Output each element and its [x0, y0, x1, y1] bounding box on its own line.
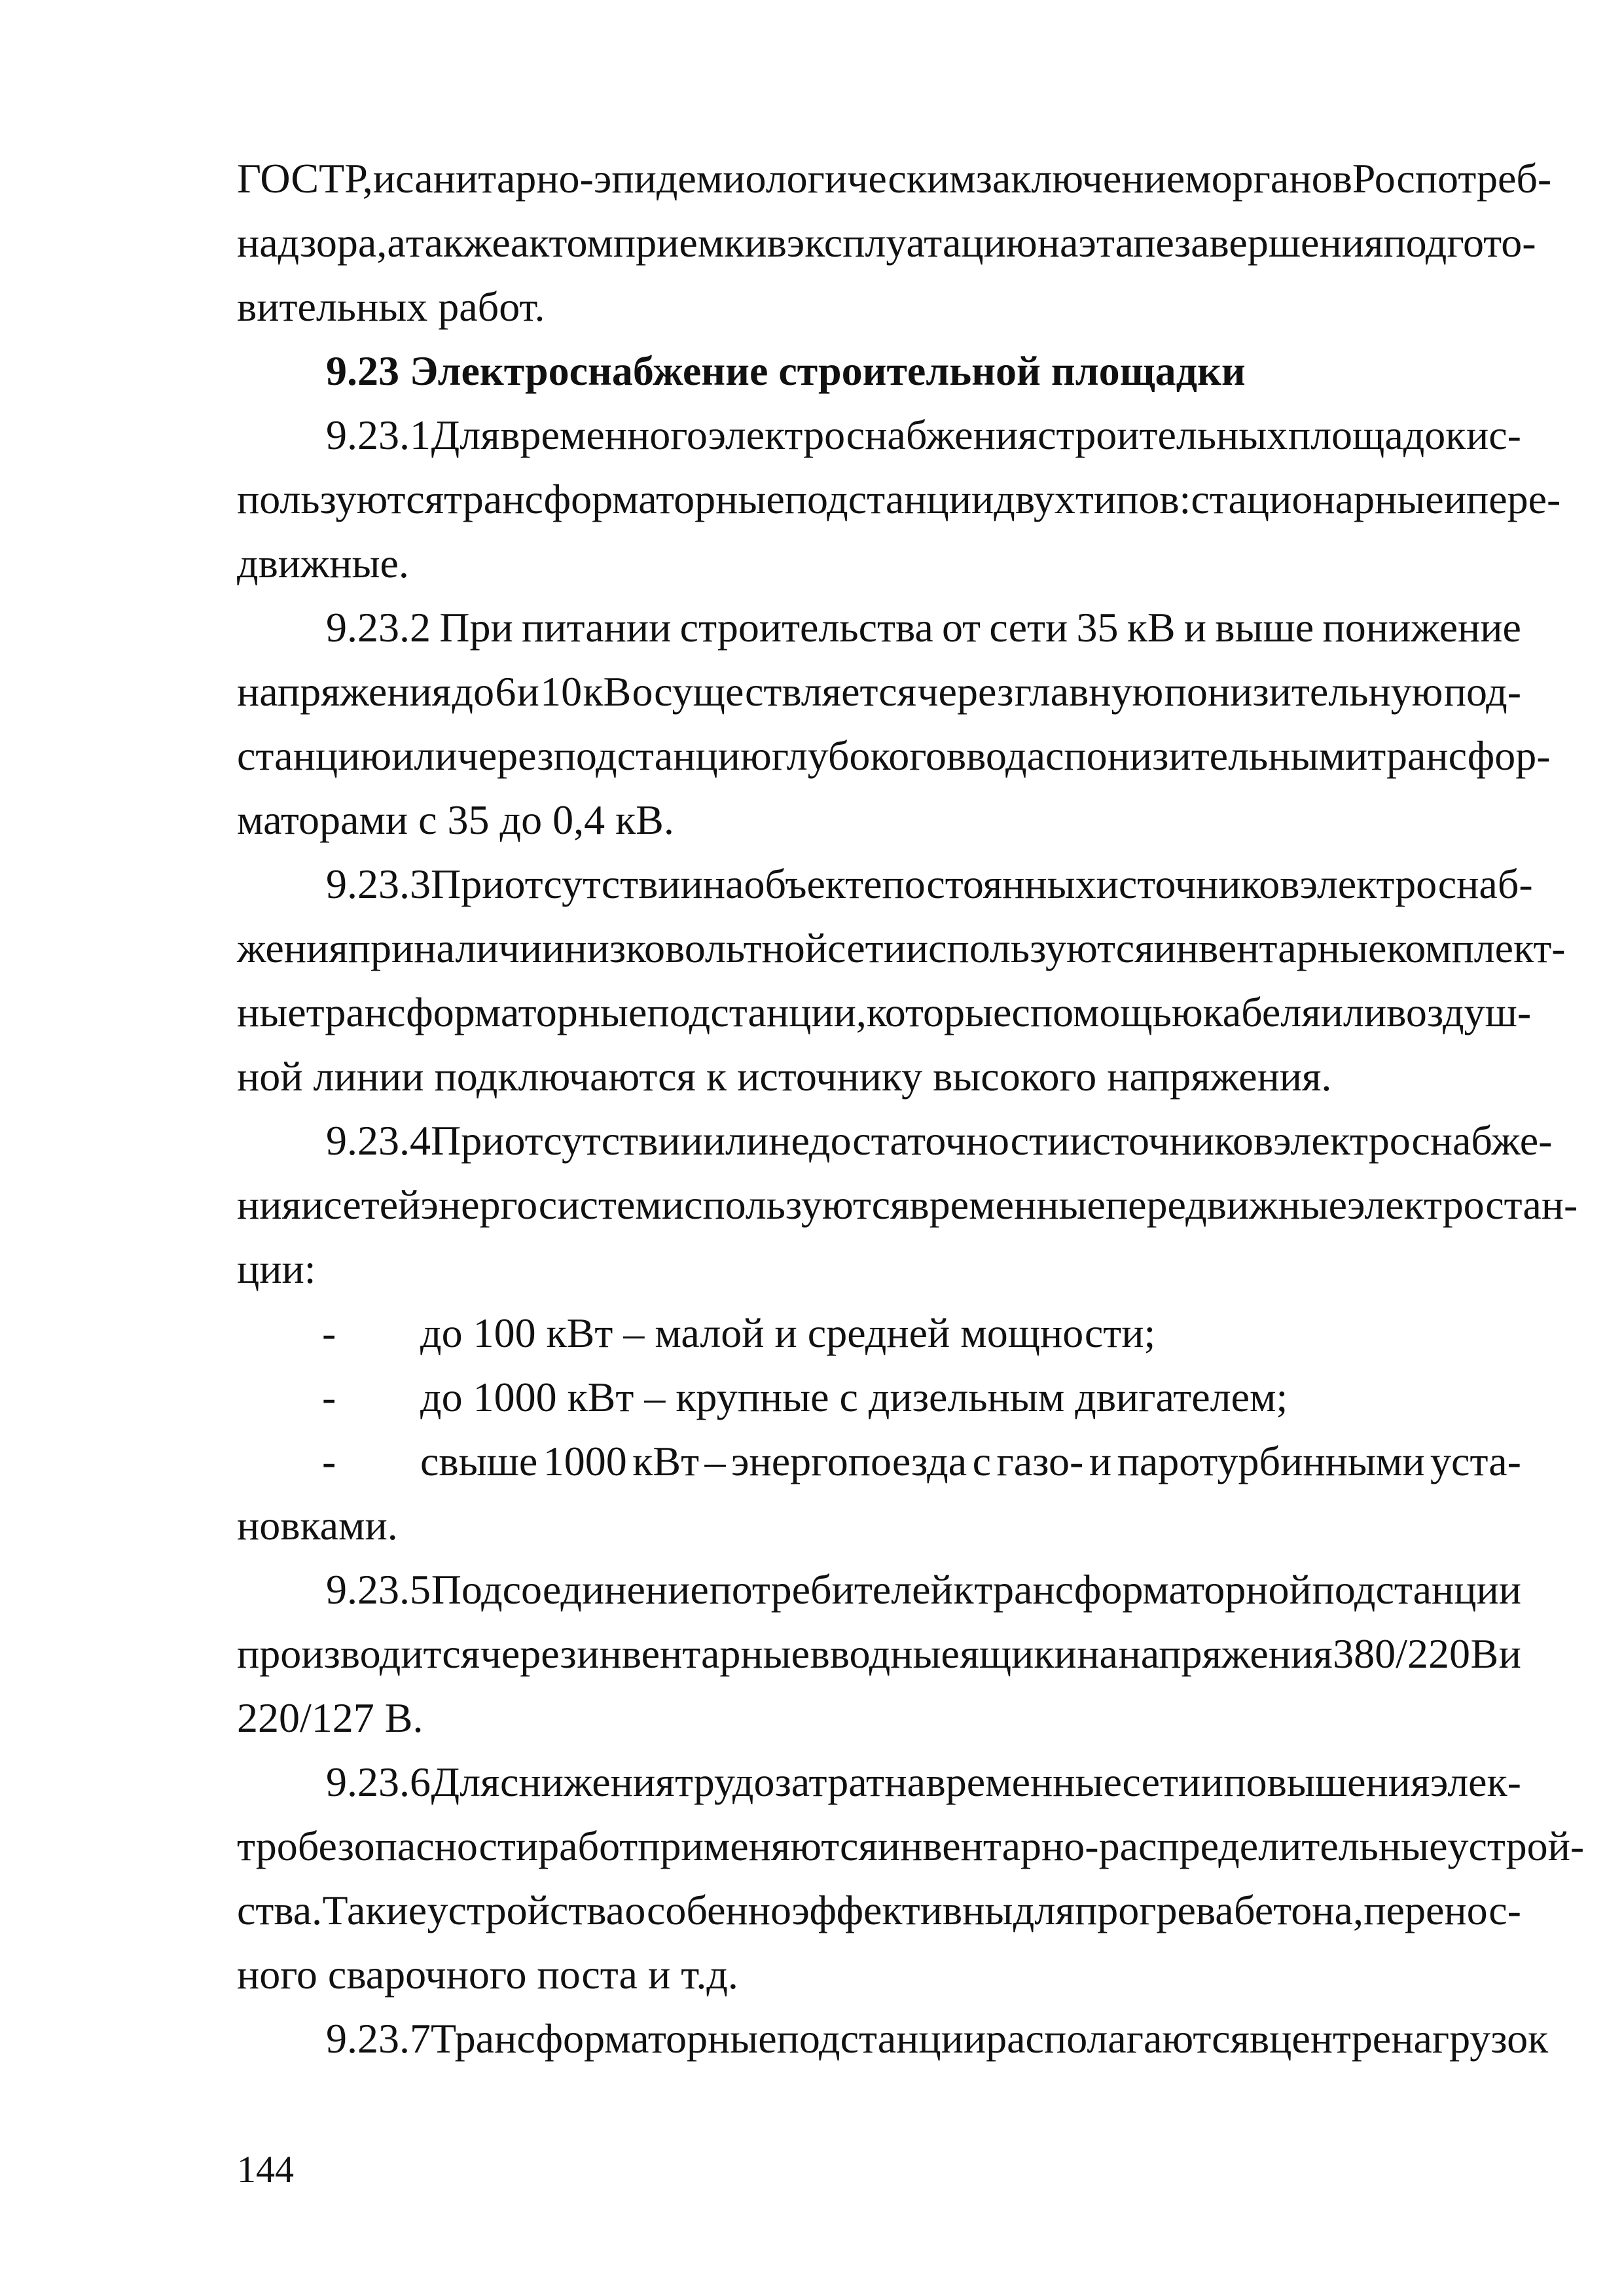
paragraph-9-23-4 [237, 1109, 1578, 1301]
text-line [237, 1878, 1521, 1943]
word: эффективны [791, 1887, 1013, 1933]
word: органов [1211, 155, 1352, 202]
text-line [237, 916, 1566, 980]
word: при [348, 925, 414, 971]
word: сети [827, 925, 906, 971]
word: стационарные [1191, 476, 1444, 522]
word: которые [866, 989, 1012, 1035]
word: с [972, 1438, 991, 1484]
word: этапе [1078, 219, 1174, 266]
word: от [942, 604, 981, 651]
word: под- [1443, 668, 1521, 715]
word: временные [909, 1181, 1106, 1228]
paragraph-9-23-3 [237, 852, 1566, 1109]
word: трансформаторные [306, 989, 647, 1035]
text-line [237, 660, 1521, 724]
list-item-text [420, 1429, 1521, 1494]
text-line [237, 1558, 1521, 1622]
word: или [1320, 989, 1387, 1035]
word: ввода [946, 732, 1045, 779]
word: газо- [996, 1438, 1084, 1484]
word: постоянных [882, 861, 1096, 907]
word: снижения [499, 1759, 675, 1805]
word: инвентарные [577, 1630, 810, 1677]
word: 9.23.7 [326, 2015, 431, 2062]
word: трансформаторные [444, 476, 785, 522]
word: и [372, 155, 396, 202]
text-line [237, 403, 1521, 467]
word: нагрузок [1391, 2015, 1549, 2062]
word: станцию [237, 732, 392, 779]
paragraph-9-23-7 [237, 2007, 1549, 2071]
word: через [480, 1630, 577, 1677]
word: электроснабжения [708, 412, 1038, 458]
word: 9.23.6 [326, 1759, 431, 1805]
text-line [237, 852, 1533, 916]
word: к [953, 1566, 974, 1613]
word: 9.23.3 [326, 861, 431, 907]
word: ния [237, 1181, 301, 1228]
word: и [1200, 1759, 1223, 1805]
word: наличии [414, 925, 565, 971]
word: пользуются [237, 476, 444, 522]
word: строительства [679, 604, 933, 651]
word: ис- [1466, 412, 1521, 458]
word: объекте [744, 861, 882, 907]
word: электроснабже- [1273, 1117, 1553, 1164]
word: 6 [495, 668, 516, 715]
word: глубокого [771, 732, 947, 779]
text-line [237, 2007, 1549, 2071]
word: понижение [1322, 604, 1521, 651]
word: 9.23.2 [326, 604, 431, 651]
text-line: ной линии подключаются к источнику высокого напряжения. [237, 1053, 1332, 1100]
word: бетона, [1234, 1887, 1363, 1933]
word: тробезопасности [237, 1823, 539, 1869]
word: осуществляется [632, 668, 917, 715]
word: выше [1215, 604, 1314, 651]
word: ные [237, 989, 306, 1035]
word: инвентарно-распределительные [877, 1823, 1448, 1869]
word: двух [994, 476, 1075, 522]
word: При [439, 604, 513, 651]
word: прогрева [1075, 1887, 1234, 1933]
word: пере- [1466, 476, 1561, 522]
word: воздуш- [1386, 989, 1532, 1035]
word: кВт [632, 1438, 700, 1484]
word: на [1037, 219, 1079, 266]
word: свыше [420, 1438, 538, 1484]
word: 9.23.5 [326, 1566, 431, 1613]
word: на [884, 1759, 926, 1805]
word: ящики [960, 1630, 1077, 1677]
word: сети [1122, 1759, 1201, 1805]
word: 35 [1076, 604, 1119, 651]
text-line [237, 980, 1532, 1045]
word: перенос- [1363, 1887, 1521, 1933]
word: устройства [427, 1887, 625, 1933]
word: в [767, 219, 787, 266]
bullet-list [237, 1301, 1521, 1558]
text-line: ного сварочного поста и т.д. [237, 1951, 738, 1998]
word: электроснаб- [1299, 861, 1533, 907]
text-line [237, 596, 1521, 660]
word: Такие [322, 1887, 427, 1933]
text-line [237, 1750, 1521, 1814]
word: актом [510, 219, 613, 266]
word: подстанции [776, 2015, 986, 2062]
word: строительных [1038, 412, 1288, 458]
word: В [1470, 1630, 1499, 1677]
word: с [1045, 732, 1064, 779]
word: надзора, [237, 219, 388, 266]
word: центре [1269, 2015, 1392, 2062]
word: 9.23.4 [326, 1117, 431, 1164]
word: производится [237, 1630, 480, 1677]
list-item [237, 1365, 1521, 1429]
word: сети [989, 604, 1068, 651]
word: или [702, 1117, 769, 1164]
word: помощью [1030, 989, 1203, 1035]
word: с [1011, 989, 1030, 1035]
text-line: маторами с 35 до 0,4 кВ. [237, 797, 674, 843]
text-line: 220/127 В. [237, 1695, 424, 1741]
document-page [237, 147, 1585, 2071]
word: отсутствии [504, 861, 703, 907]
word: используются [661, 1181, 910, 1228]
word: заключением [975, 155, 1212, 202]
word: эксплуатацию [786, 219, 1038, 266]
page-number: 144 [237, 2148, 294, 2191]
word: жения [237, 925, 348, 971]
word: энергопоезда [731, 1438, 967, 1484]
word: сетей [323, 1181, 421, 1228]
word: трансфор- [1367, 732, 1551, 779]
word: для [1013, 1887, 1075, 1933]
word: недостаточности [768, 1117, 1070, 1164]
text-line [237, 467, 1561, 531]
word: энергосистем [420, 1181, 662, 1228]
word: или [391, 732, 458, 779]
list-item-text: до 1000 кВт – крупные с дизельным двигателем; [420, 1374, 1288, 1420]
text-line: вительных работ. [237, 283, 545, 330]
word: Трансформаторные [431, 2015, 777, 2062]
word: и [1498, 1630, 1521, 1677]
word: напряжения [237, 668, 452, 715]
dash-marker: - [322, 1438, 336, 1484]
word: подстанции [1312, 1566, 1521, 1613]
text-line [237, 1622, 1521, 1686]
word: используются [905, 925, 1154, 971]
word: подстанции [784, 476, 994, 522]
word: и [300, 1181, 324, 1228]
word: применяются [638, 1823, 878, 1869]
word: Подсоединение [431, 1566, 709, 1613]
word: устрой- [1447, 1823, 1585, 1869]
paragraph-9-23-6 [237, 1750, 1585, 2007]
word: кабеля [1202, 989, 1321, 1035]
word: через [457, 732, 554, 779]
word: работ [538, 1823, 638, 1869]
text-line [237, 211, 1536, 275]
word: кВ [1127, 604, 1176, 651]
word: вводные [810, 1630, 960, 1677]
list-item [237, 1301, 1521, 1365]
word: на [702, 861, 744, 907]
word: 1000 [543, 1438, 627, 1484]
dash-marker: - [322, 1374, 336, 1420]
list-item-text: до 100 кВт – малой и средней мощности; [420, 1310, 1156, 1356]
word: Р, [344, 155, 373, 202]
paragraph-intro [237, 147, 1552, 339]
word: через [917, 668, 1014, 715]
word: потребителей [709, 1566, 953, 1613]
word: подстанции, [647, 989, 867, 1035]
word: подстанцию [553, 732, 772, 779]
word: передвижные [1105, 1181, 1347, 1228]
word: 9.23.1 [326, 412, 431, 458]
word: источников [1096, 861, 1300, 907]
word: подгото- [1383, 219, 1536, 266]
list-item [237, 1429, 1521, 1494]
text-line [237, 724, 1551, 788]
word: временного [500, 412, 708, 458]
dash-marker: - [322, 1310, 336, 1356]
paragraph-9-23-5 [237, 1558, 1521, 1750]
word: понизительными [1064, 732, 1368, 779]
word: электростан- [1346, 1181, 1578, 1228]
word: инвентарные [1153, 925, 1387, 971]
word: источников [1070, 1117, 1274, 1164]
word: элек- [1430, 1759, 1521, 1805]
word: Для [431, 412, 500, 458]
word: временные [926, 1759, 1122, 1805]
word: также [405, 219, 511, 266]
text-line: движные. [237, 540, 409, 586]
word: завершения [1174, 219, 1384, 266]
list-item-continuation: новками. [237, 1502, 398, 1549]
word: трансформаторной [974, 1566, 1312, 1613]
word: и [1089, 1438, 1112, 1484]
word: ства. [237, 1887, 323, 1933]
word: ГОСТ [237, 155, 345, 202]
paragraph-9-23-1 [237, 403, 1561, 596]
word: типов: [1075, 476, 1191, 522]
text-line [237, 147, 1552, 211]
word: комплект- [1386, 925, 1566, 971]
word: питании [522, 604, 672, 651]
word: Для [431, 1759, 500, 1805]
text-line [237, 1814, 1585, 1878]
word: При [431, 1117, 505, 1164]
text-line: ции: [237, 1246, 316, 1292]
word: и [516, 668, 539, 715]
word: на [1077, 1630, 1118, 1677]
word: – [704, 1438, 726, 1484]
word: и [1183, 604, 1207, 651]
word: напряжения [1118, 1630, 1333, 1677]
word: особенно [624, 1887, 792, 1933]
word: повышения [1223, 1759, 1430, 1805]
text-line [237, 1109, 1553, 1173]
section-heading: 9.23 Электроснабжение строительной площадки [326, 348, 1246, 394]
word: располагаются [986, 2015, 1250, 2062]
word: главную [1014, 668, 1164, 715]
paragraph-9-23-2 [237, 596, 1551, 852]
word: в [1249, 2015, 1270, 2062]
word: санитарно-эпидемиологическим [395, 155, 976, 202]
word: 380/220 [1333, 1630, 1470, 1677]
word: площадок [1288, 412, 1466, 458]
word: понизительную [1164, 668, 1443, 715]
text-line [237, 1173, 1578, 1237]
word: паротурбинными [1117, 1438, 1425, 1484]
word: кВ [583, 668, 632, 715]
word: При [431, 861, 505, 907]
word: 10 [540, 668, 583, 715]
word: Роспотреб- [1352, 155, 1552, 202]
word: уста- [1430, 1438, 1521, 1484]
word: низковольтной [564, 925, 828, 971]
word: а [387, 219, 406, 266]
word: трудозатрат [675, 1759, 884, 1805]
word: приемки [613, 219, 767, 266]
word: до [452, 668, 495, 715]
word: и [1443, 476, 1466, 522]
word: отсутствии [504, 1117, 703, 1164]
